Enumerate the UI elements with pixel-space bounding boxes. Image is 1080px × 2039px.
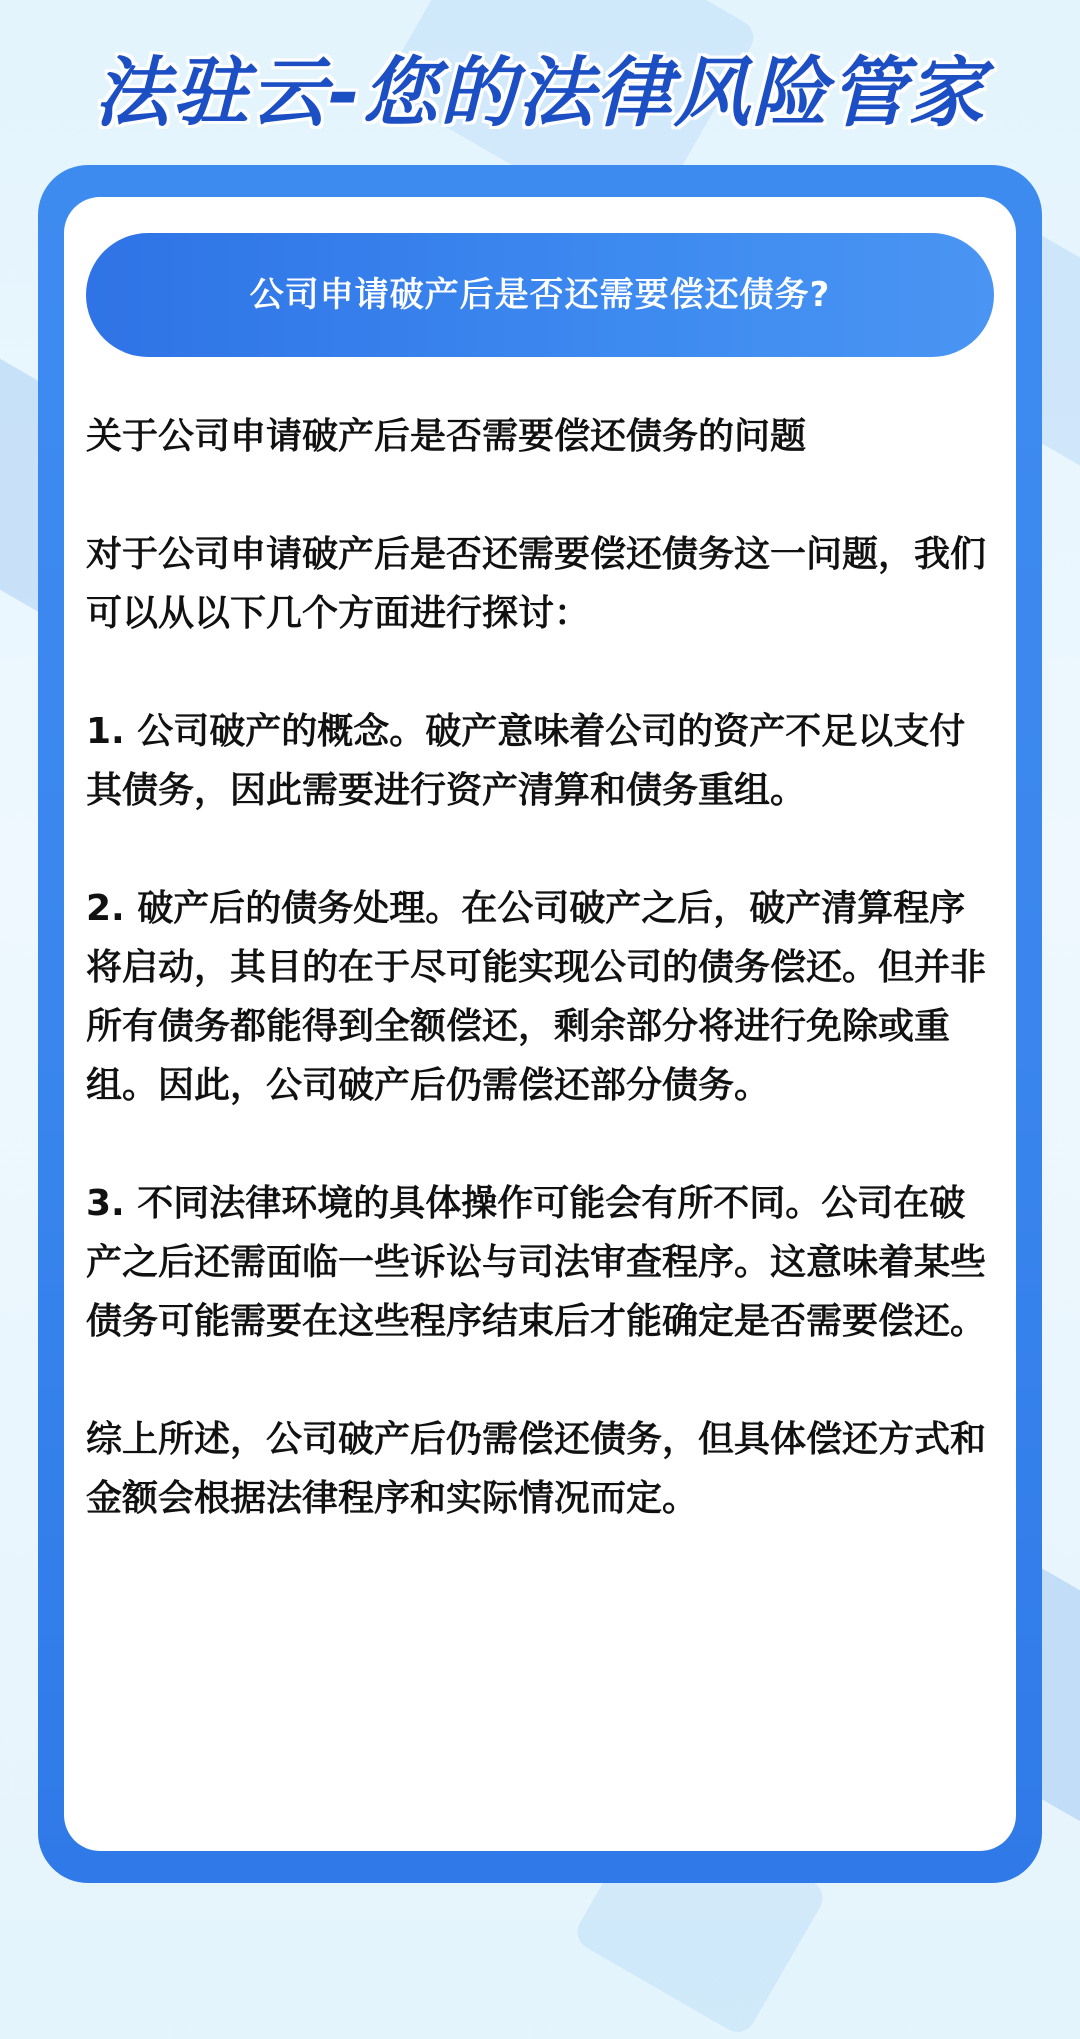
article-body (86, 407, 996, 1587)
article-paragraph: 1. 公司破产的概念。破产意味着公司的资产不足以支付其债务，因此需要进行资产清算和债务重组。 (86, 711, 966, 811)
article-paragraph: 对于公司申请破产后是否还需要偿还债务这一问题，我们可以从以下几个方面进行探讨： (86, 534, 987, 634)
question-heading: 公司申请破产后是否还需要偿还债务? (86, 233, 994, 357)
article-paragraph: 3. 不同法律环境的具体操作可能会有所不同。公司在破产之后还需面临一些诉讼与司法审查程序。这意味着某些债务可能需要在这些程序结束后才能确定是否需要偿还。 (86, 1183, 987, 1342)
page-title: 法驻云-您的法律风险管家 (94, 48, 986, 137)
article-card-frame (38, 165, 1042, 1883)
article-paragraph: 综上所述，公司破产后仍需偿还债务，但具体偿还方式和金额会根据法律程序和实际情况而定。 (86, 1419, 987, 1519)
article-card (64, 197, 1016, 1851)
article-paragraph: 关于公司申请破产后是否需要偿还债务的问题 (86, 416, 807, 457)
article-paragraph: 2. 破产后的债务处理。在公司破产之后，破产清算程序将启动，其目的在于尽可能实现公司的债务偿还。但并非所有债务都能得到全额偿还，剩余部分将进行免除或重组。因此，公司破产后仍需偿还部分债务。 (86, 888, 987, 1106)
